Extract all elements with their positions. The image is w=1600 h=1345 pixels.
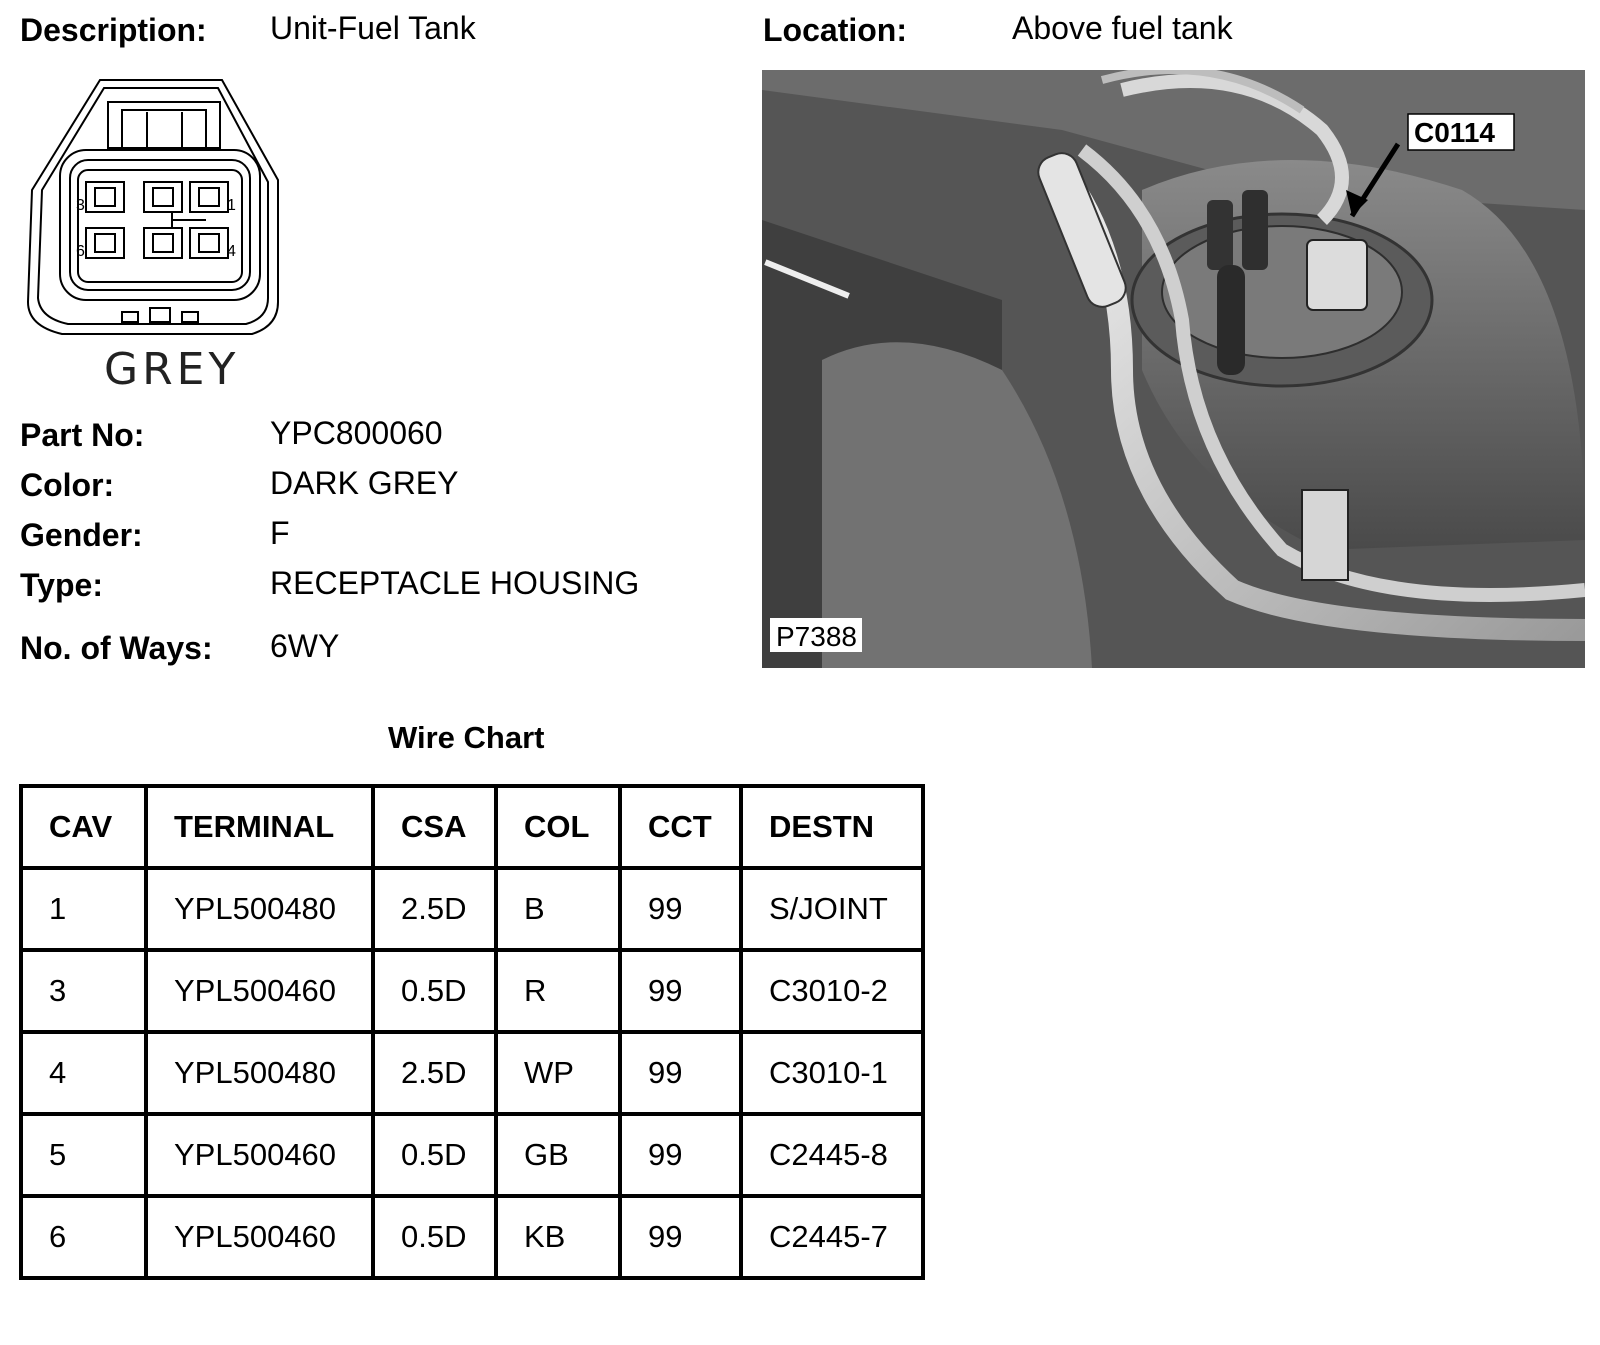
cavity-number-4: 4 [227, 243, 236, 260]
cell-cct: 99 [620, 868, 741, 950]
ways-label: No. of Ways: [20, 630, 213, 666]
wire-chart-table [19, 784, 925, 1280]
cell-col: KB [496, 1196, 620, 1278]
cell-col: B [496, 868, 620, 950]
cell-csa: 2.5D [373, 1032, 496, 1114]
description-label: Description: [20, 12, 207, 48]
cell-col: R [496, 950, 620, 1032]
color-value: DARK GREY [270, 465, 459, 501]
cell-destn: S/JOINT [741, 868, 923, 950]
location-photo [762, 70, 1585, 668]
cell-terminal: YPL500460 [146, 1114, 373, 1196]
cavity-number-3: 3 [76, 197, 85, 214]
location-label: Location: [763, 12, 907, 48]
cell-cct: 99 [620, 1196, 741, 1278]
cell-csa: 0.5D [373, 950, 496, 1032]
cell-destn: C2445-8 [741, 1114, 923, 1196]
cell-col: GB [496, 1114, 620, 1196]
cell-cav: 1 [21, 868, 146, 950]
cell-destn: C3010-1 [741, 1032, 923, 1114]
location-value: Above fuel tank [1012, 10, 1233, 46]
col-header-terminal: TERMINAL [146, 786, 373, 868]
ways-value: 6WY [270, 628, 340, 664]
cell-cct: 99 [620, 1032, 741, 1114]
cell-terminal: YPL500460 [146, 1196, 373, 1278]
cell-cav: 4 [21, 1032, 146, 1114]
table-row [21, 1196, 923, 1278]
part-no-value: YPC800060 [270, 415, 443, 451]
connector-color-caption: GREY [104, 344, 240, 394]
photo-figure-id: P7388 [776, 621, 857, 652]
description-value: Unit-Fuel Tank [270, 10, 476, 46]
part-no-label: Part No: [20, 417, 145, 453]
cell-cct: 99 [620, 950, 741, 1032]
col-header-csa: CSA [373, 786, 496, 868]
cell-col: WP [496, 1032, 620, 1114]
cavity-number-6: 6 [76, 243, 85, 260]
wire-chart-title: Wire Chart [388, 720, 545, 755]
color-label: Color: [20, 467, 115, 503]
col-header-destn: DESTN [741, 786, 923, 868]
cell-cav: 5 [21, 1114, 146, 1196]
cell-destn: C2445-7 [741, 1196, 923, 1278]
col-header-cct: CCT [620, 786, 741, 868]
gender-label: Gender: [20, 517, 143, 553]
cell-cav: 6 [21, 1196, 146, 1278]
type-value: RECEPTACLE HOUSING [270, 565, 640, 601]
cell-csa: 0.5D [373, 1114, 496, 1196]
table-row [21, 950, 923, 1032]
col-header-cav: CAV [21, 786, 146, 868]
table-header-row [21, 786, 923, 868]
col-header-col: COL [496, 786, 620, 868]
cell-terminal: YPL500480 [146, 868, 373, 950]
fuel-tank-illustration [762, 70, 1585, 668]
type-label: Type: [20, 567, 103, 603]
cell-terminal: YPL500460 [146, 950, 373, 1032]
cell-csa: 2.5D [373, 868, 496, 950]
cavity-number-1: 1 [227, 197, 236, 214]
cell-cav: 3 [21, 950, 146, 1032]
table-row [21, 1032, 923, 1114]
gender-value: F [270, 515, 290, 551]
cell-cct: 99 [620, 1114, 741, 1196]
photo-callout-label: C0114 [1414, 117, 1495, 148]
table-row [21, 1114, 923, 1196]
table-row [21, 868, 923, 950]
connector-face-diagram [22, 76, 300, 394]
cell-destn: C3010-2 [741, 950, 923, 1032]
cell-csa: 0.5D [373, 1196, 496, 1278]
cell-terminal: YPL500480 [146, 1032, 373, 1114]
